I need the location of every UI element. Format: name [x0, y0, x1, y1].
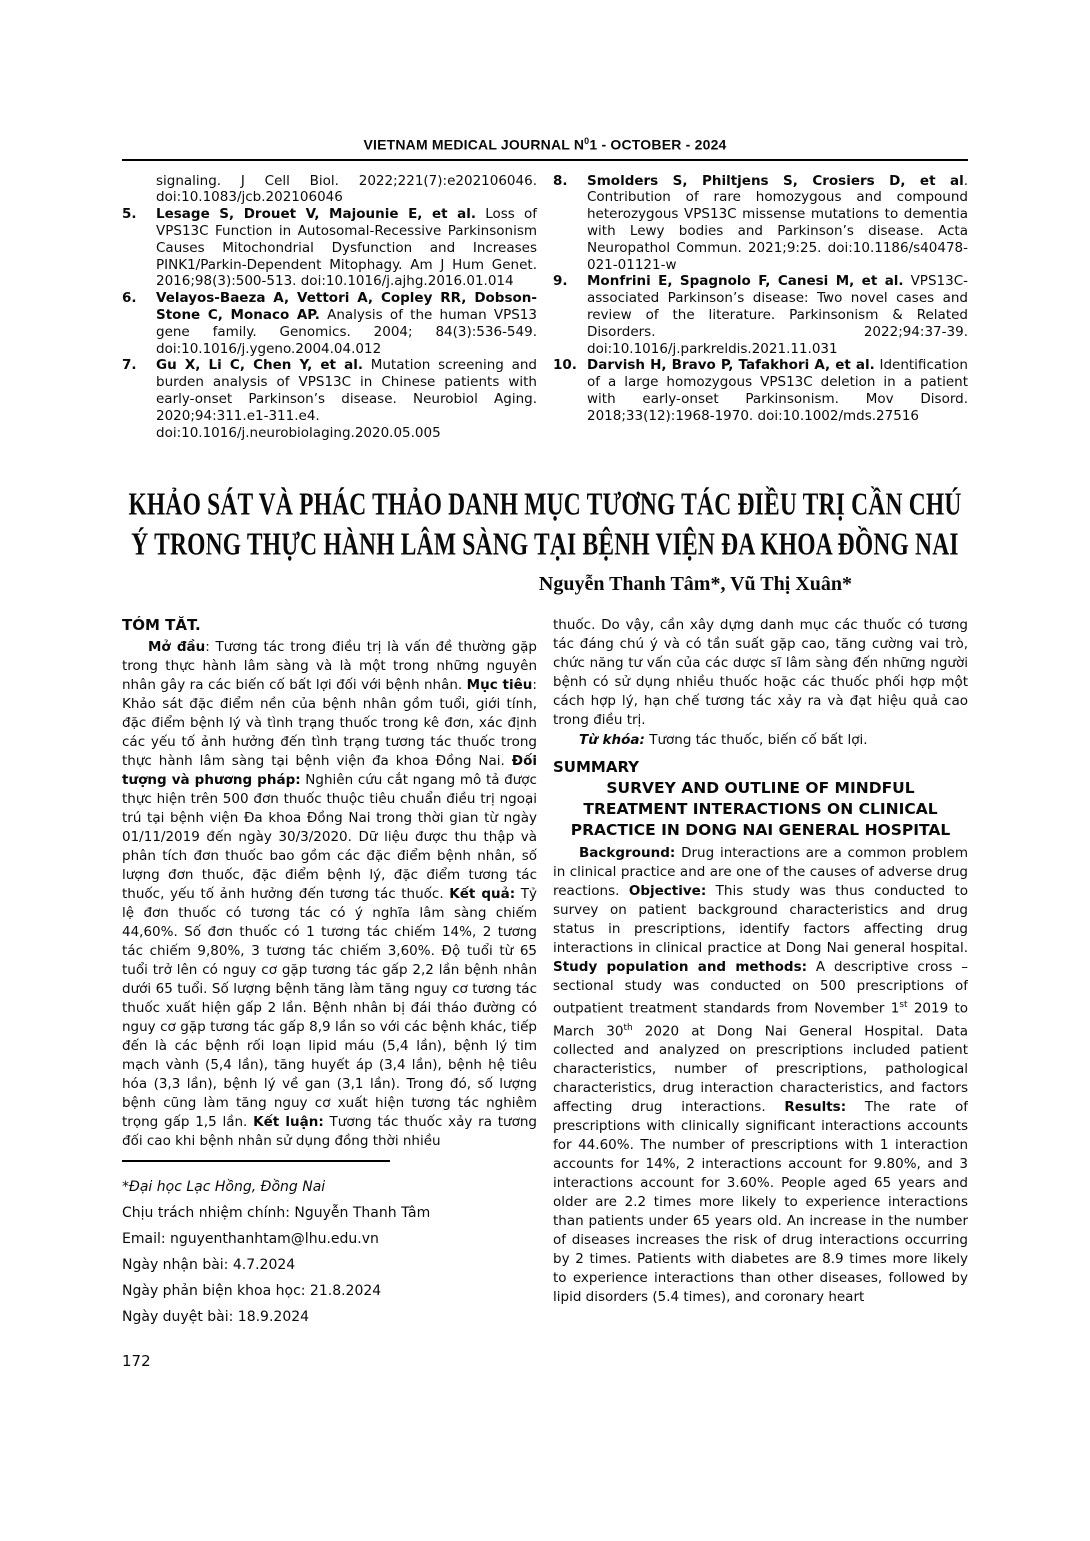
- reference-item: 8. Smolders S, Philtjens S, Crosiers D, et al. Contribution of rare homozygous and compound heterozygous VPS13C missense mutations to dementia with Lewy bodies and Parkinson’s disease. Acta Neuropathol Commun. 2021;9:25. doi:10.1186/s40478-021-01121-w: [553, 172, 968, 273]
- reference-item: signaling. J Cell Biol. 2022;221(7):e202106046. doi:10.1083/jcb.202106046: [156, 172, 537, 206]
- vietnamese-abstract-continued: thuốc. Do vậy, cần xây dựng danh mục các thuốc có tương tác đáng chú ý và có tần suất gặp cao, tăng cường vai trò, chức năng tư vấn của các dược sĩ lâm sàng đến những người bệnh có sử dụng nhiều thuốc hoặc các thuốc phối hợp một cách hợp lý, hạn chế tương tác xảy ra và đạt hiệu quả cao trong điều trị.: [553, 617, 968, 729]
- vietnamese-abstract-heading: TÓM TẮT.: [122, 616, 201, 635]
- references-left-column: [122, 173, 537, 442]
- english-abstract-text: Background: Drug interactions are a common problem in clinical practice and are one of the causes of adverse drug reactions. Objective: This study was thus conducted to survey on patient background characteristics and drug status in prescriptions, identify factors affecting drug interactions in clinical practice at Dong Nai general hospital. Study population and methods: A descriptive cross – sectional study was conducted on 500 prescriptions of outpatient treatment standards from November 1st 2019 to March 30th 2020 at Dong Nai General Hospital. Data collected and analyzed on prescriptions included patient characteristics, number of prescriptions, pathological characteristics, drug interaction characteristics, and factors affecting drug interactions. Results: The rate of prescriptions with clinically significant interactions accounts for 44.60%. The number of prescriptions with 1 interaction accounts for 14%, 2 interactions account for 9.80%, and 3 interactions account for 3.60%. People aged 65 years and older are 2.2 times more likely to experience interactions than patients under 65 years old. An increase in the number of diseases increases the risk of drug interactions occurring by 2 times. Patients with diabetes are 8.9 times more likely to experience interactions than other diseases, followed by lipid disorders (5.4 times), and coronary heart: [553, 845, 968, 1306]
- article-title-line-1: KHẢO SÁT VÀ PHÁC THẢO DANH MỤC TƯƠNG TÁC ĐIỀU TRỊ CẦN CHÚ: [128, 488, 962, 523]
- article-title-line-2: Ý TRONG THỰC HÀNH LÂM SÀNG TẠI BỆNH VIỆN ĐA KHOA ĐỒNG NAI: [131, 528, 959, 563]
- page-number: 172: [122, 1352, 151, 1370]
- keywords-line: Từ khóa: Tương tác thuốc, biến cố bất lợi.: [579, 732, 868, 749]
- review-date-line: Ngày phản biện khoa học: 21.8.2024: [122, 1283, 382, 1300]
- footnote: [122, 1160, 537, 1330]
- reference-item: 6. Velayos-Baeza A, Vettori A, Copley RR, Dobson-Stone C, Monaco AP. Analysis of the human VPS13 gene family. Genomics. 2004; 84(3):536-549. doi:10.1016/j.ygeno.2004.04.012: [122, 290, 537, 357]
- correspondence-line: Chịu trách nhiệm chính: Nguyễn Thanh Tâm: [122, 1205, 431, 1222]
- article-title: [122, 485, 968, 565]
- reference-item: 10. Darvish H, Bravo P, Tafakhori A, et al. Identification of a large homozygous VPS13C deletion in a patient with early-onset Parkinsonism. Mov Disord. 2018;33(12):1968-1970. doi:10.1002/mds.27516: [553, 357, 968, 424]
- abstract-right-column: [553, 616, 968, 1332]
- reference-item: 9. Monfrini E, Spagnolo F, Canesi M, et al. VPS13C-associated Parkinson’s disease: Two novel cases and review of the literature. Parkinsonism & Related Disorders. 2022;94:37-39. doi:10.1016/j.parkreldis.2021.11.031: [553, 273, 968, 357]
- abstract-left-column: [122, 616, 537, 1332]
- english-title-line-3: PRACTICE IN DONG NAI GENERAL HOSPITAL: [570, 821, 951, 840]
- abstract-section: [122, 616, 968, 1332]
- english-title: [557, 778, 964, 841]
- vietnamese-abstract-text: Mở đầu: Tương tác trong điều trị là vấn đề thường gặp trong thực hành lâm sàng và là một trong những nguyên nhân gây ra các biến cố bất lợi đối với bệnh nhân. Mục tiêu: Khảo sát đặc điểm nền của bệnh nhân gồm tuổi, giới tính, đặc điểm bệnh lý và tình trạng thuốc trong kê đơn, xác định các yếu tố ảnh hưởng đến tình trạng tương tác thuốc trong thực hành lâm sàng tại bệnh viện đa khoa Đồng Nai. Đối tượng và phương pháp: Nghiên cứu cắt ngang mô tả được thực hiện trên 500 đơn thuốc thuộc tiêu chuẩn điều trị ngoại trú tại bệnh viện Đa khoa Đồng Nai trong thời gian từ ngày 01/11/2019 đến ngày 30/3/2020. Dữ liệu được thu thập và phân tích đơn thuốc bao gồm các đặc điểm bệnh nhân, số lượng đơn thuốc, đặc điểm bệnh lý, đặc điểm tương tác thuốc, yếu tố ảnh hưởng đến tương tác thuốc. Kết quả: Tỷ lệ đơn thuốc có tương tác có ý nghĩa lâm sàng chiếm 44,60%. Số đơn thuốc có 1 tương tác chiếm 14%, 2 tương tác chiếm 9,80%, 3 tương tác chiếm 3,60%. Độ tuổi từ 65 tuổi trở lên có nguy cơ gặp tương tác gấp 2,2 lần bệnh nhân dưới 65 tuổi. Số lượng bệnh tăng làm tăng nguy cơ tương tác thuốc xuất hiện gấp 2 lần. Bệnh nhân bị đái tháo đường có nguy cơ gặp tương tác gấp 8,9 lần so với các bệnh khác, tiếp đến là các bệnh rối loạn lipid máu (5,4 lần), bệnh lý tim mạch vành (5,4 lần), tăng huyết áp (3,4 lần), bệnh hệ tiêu hóa (3,3 lần), bệnh lý về gan (3,1 lần). Trong đó, số lượng bệnh cũng làm tăng nguy cơ xuất hiện tương tác nghiêm trọng gấp 1,5 lần. Kết luận: Tương tác thuốc xảy ra tương đối cao khi bệnh nhân sử dụng đồng thời nhiều: [122, 639, 537, 1150]
- received-date-line: Ngày nhận bài: 4.7.2024: [122, 1257, 296, 1274]
- english-title-line-1: SURVEY AND OUTLINE OF MINDFUL: [606, 779, 915, 798]
- article-authors: Nguyễn Thanh Tâm*, Vũ Thị Xuân*: [538, 573, 852, 596]
- journal-header: VIETNAM MEDICAL JOURNAL $N^01$ - OCTOBER - 2024: [122, 136, 968, 161]
- references-right-column: [553, 173, 968, 442]
- reference-item: 5. Lesage S, Drouet V, Majounie E, et al. Loss of VPS13C Function in Autosomal-Recessive Parkinsonism Causes Mitochondrial Dysfunction and Increases PINK1/Parkin-Dependent Mitophagy. Am J Hum Genet. 2016;98(3):500-513. doi:10.1016/j.ajhg.2016.01.014: [122, 206, 537, 290]
- footnote-divider: [122, 1160, 390, 1162]
- affiliation-note: *Đại học Lạc Hồng, Đồng Nai: [122, 1179, 326, 1196]
- accepted-date-line: Ngày duyệt bài: 18.9.2024: [122, 1309, 310, 1326]
- email-line: Email: nguyenthanhtam@lhu.edu.vn: [122, 1231, 379, 1248]
- english-title-line-2: TREATMENT INTERACTIONS ON CLINICAL: [583, 800, 938, 819]
- reference-item: 7. Gu X, Li C, Chen Y, et al. Mutation screening and burden analysis of VPS13C in Chinese patients with early-onset Parkinson’s disease. Neurobiol Aging. 2020;94:311.e1-311.e4. doi:10.1016/j.neurobiolaging.2020.05.005: [122, 357, 537, 441]
- summary-heading: SUMMARY: [553, 758, 640, 777]
- references-section: [122, 173, 968, 442]
